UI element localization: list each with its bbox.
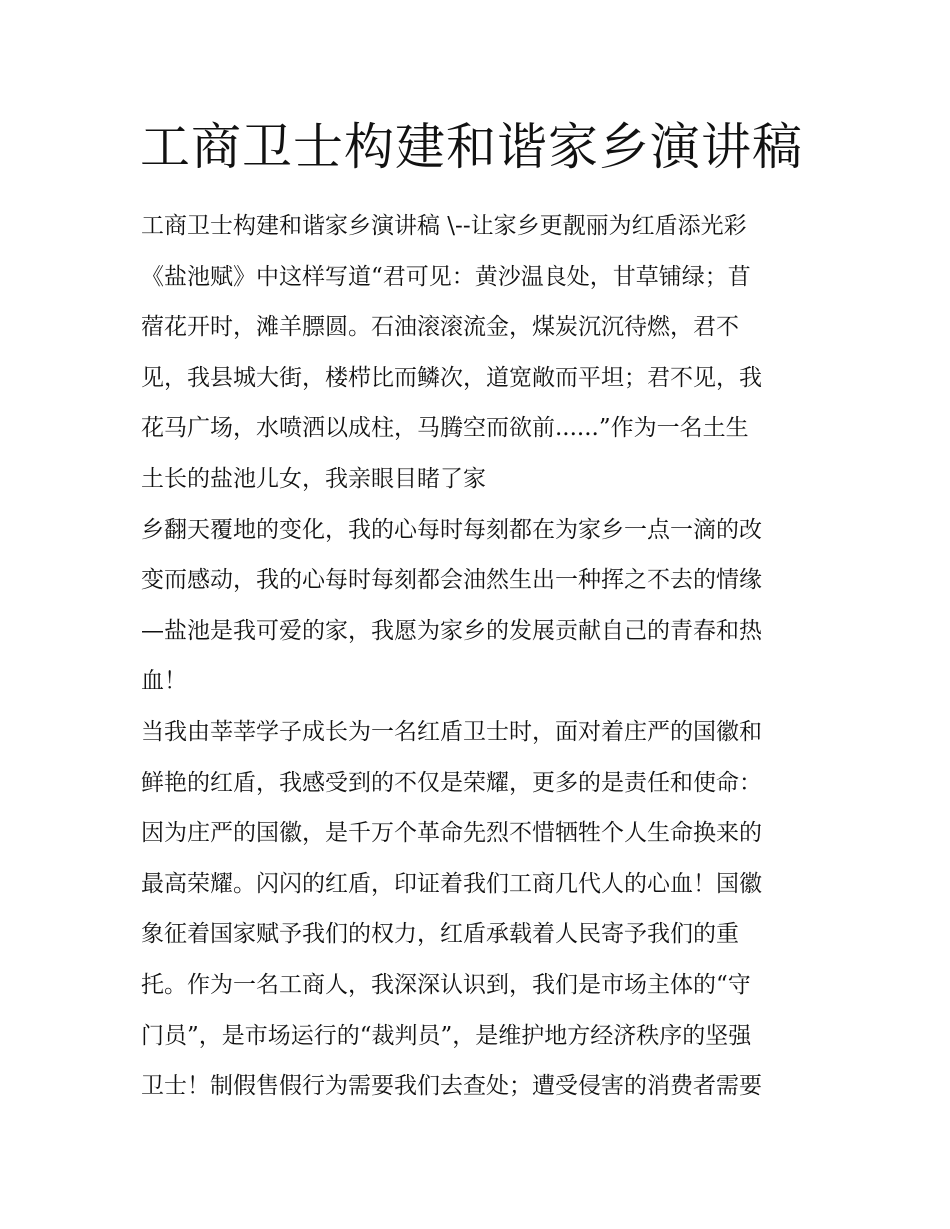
body-line: 变而感动，我的心每时每刻都会油然生出一种挥之不去的情缘 bbox=[141, 567, 762, 594]
body-line: 象征着国家赋予我们的权力，红盾承载着人民寄予我们的重 bbox=[141, 921, 739, 948]
body-line: 因为庄严的国徽，是千万个革命先烈不惜牺牲个人生命换来的 bbox=[141, 820, 762, 847]
body-line: 乡翻天覆地的变化，我的心每时每刻都在为家乡一点一滴的改 bbox=[141, 516, 762, 543]
body-line: 卫士！制假售假行为需要我们去查处；遭受侵害的消费者需要 bbox=[141, 1073, 762, 1100]
document-body bbox=[141, 201, 831, 1112]
body-line: 蓿花开时，滩羊膘圆。石油滚滚流金，煤炭沉沉待燃，君不 bbox=[141, 314, 739, 341]
body-line: 托。作为一名工商人，我深深认识到，我们是市场主体的“守 bbox=[141, 971, 751, 998]
body-line: 工商卫士构建和谐家乡演讲稿 \--让家乡更靓丽为红盾添光彩 bbox=[141, 213, 747, 239]
body-line: 花马广场，水喷洒以成柱，马腾空而欲前......”作为一名土生 bbox=[141, 415, 749, 442]
body-line: 当我由莘莘学子成长为一名红盾卫士时，面对着庄严的国徽和 bbox=[141, 718, 762, 745]
body-line: 血！ bbox=[141, 668, 187, 695]
body-line: —盐池是我可爱的家，我愿为家乡的发展贡献自己的青春和热 bbox=[141, 617, 762, 644]
document-title: 工商卫士构建和谐家乡演讲稿 bbox=[140, 118, 803, 176]
body-line: 最高荣耀。闪闪的红盾，印证着我们工商几代人的心血！国徽 bbox=[141, 870, 762, 897]
body-line: 鲜艳的红盾，我感受到的不仅是荣耀，更多的是责任和使命： bbox=[141, 769, 762, 796]
body-line: 《盐池赋》中这样写道“君可见：黄沙温良处，甘草铺绿；苜 bbox=[141, 263, 751, 290]
body-line: 见，我县城大街，楼栉比而鳞次，道宽敞而平坦；君不见，我 bbox=[141, 364, 762, 391]
body-line: 门员”，是市场运行的“裁判员”，是维护地方经济秩序的坚强 bbox=[141, 1022, 752, 1049]
body-line: 土长的盐池儿女，我亲眼目睹了家 bbox=[141, 465, 486, 492]
